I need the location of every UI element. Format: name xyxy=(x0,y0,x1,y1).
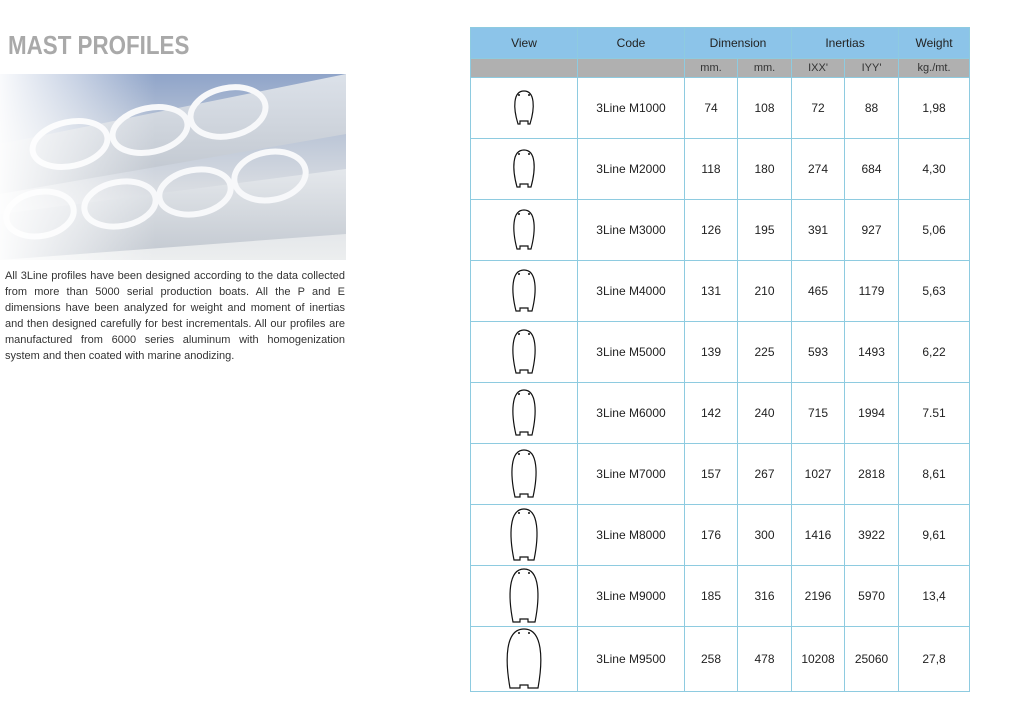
view-cell xyxy=(471,444,578,505)
unit-dimension-2: mm. xyxy=(738,59,792,78)
unit-iyy: IYY' xyxy=(845,59,899,78)
dimension-2-cell: 300 xyxy=(738,505,792,566)
mast-profile-section-icon xyxy=(512,89,536,127)
dimension-1-cell: 74 xyxy=(685,78,738,139)
unit-dimension-1: mm. xyxy=(685,59,738,78)
weight-cell: 9,61 xyxy=(899,505,970,566)
mast-profile-section-icon xyxy=(507,567,541,625)
mast-profile-section-icon xyxy=(510,268,538,314)
iyy-cell: 1994 xyxy=(845,383,899,444)
ixx-cell: 10208 xyxy=(792,627,845,692)
ixx-cell: 274 xyxy=(792,139,845,200)
description-text: All 3Line profiles have been designed according to the data collected from more than 5000 serial production boats. All the P and E dimensions have been analyzed for weight and moment of inertias and then designed carefully for best incrementals. All our profiles are manufactured from 6000 series aluminum with homogenization system and then coated with marine anodizing. xyxy=(5,270,345,362)
weight-cell: 4,30 xyxy=(899,139,970,200)
table-row xyxy=(471,261,970,322)
view-cell xyxy=(471,505,578,566)
header-inertias: Inertias xyxy=(792,28,899,59)
ixx-cell: 465 xyxy=(792,261,845,322)
view-cell xyxy=(471,383,578,444)
unit-ixx: IXX' xyxy=(792,59,845,78)
view-cell xyxy=(471,200,578,261)
dimension-2-cell: 316 xyxy=(738,566,792,627)
weight-cell: 13,4 xyxy=(899,566,970,627)
table-row xyxy=(471,322,970,383)
dimension-2-cell: 180 xyxy=(738,139,792,200)
mast-profile-section-icon xyxy=(510,388,538,438)
ixx-cell: 2196 xyxy=(792,566,845,627)
dimension-2-cell: 210 xyxy=(738,261,792,322)
mast-profile-section-icon xyxy=(511,148,537,190)
table-row xyxy=(471,627,970,692)
dimension-2-cell: 225 xyxy=(738,322,792,383)
weight-cell: 5,63 xyxy=(899,261,970,322)
unit-code xyxy=(578,59,685,78)
table-row xyxy=(471,383,970,444)
code-cell: 3Line M4000 xyxy=(578,261,685,322)
mast-profile-section-icon xyxy=(508,507,540,563)
ixx-cell: 391 xyxy=(792,200,845,261)
code-cell: 3Line M7000 xyxy=(578,444,685,505)
iyy-cell: 1493 xyxy=(845,322,899,383)
iyy-cell: 5970 xyxy=(845,566,899,627)
table-row xyxy=(471,505,970,566)
code-cell: 3Line M5000 xyxy=(578,322,685,383)
header-view: View xyxy=(471,28,578,59)
view-cell xyxy=(471,627,578,692)
code-cell: 3Line M9000 xyxy=(578,566,685,627)
mast-profile-section-icon xyxy=(504,627,544,691)
weight-cell: 8,61 xyxy=(899,444,970,505)
table-row xyxy=(471,444,970,505)
iyy-cell: 1179 xyxy=(845,261,899,322)
view-cell xyxy=(471,261,578,322)
ixx-cell: 1027 xyxy=(792,444,845,505)
mast-profiles-table xyxy=(470,27,970,692)
code-cell: 3Line M9500 xyxy=(578,627,685,692)
code-cell: 3Line M2000 xyxy=(578,139,685,200)
dimension-1-cell: 157 xyxy=(685,444,738,505)
dimension-1-cell: 118 xyxy=(685,139,738,200)
mast-profiles-photo xyxy=(0,74,346,260)
code-cell: 3Line M8000 xyxy=(578,505,685,566)
ixx-cell: 593 xyxy=(792,322,845,383)
header-dimension: Dimension xyxy=(685,28,792,59)
code-cell: 3Line M3000 xyxy=(578,200,685,261)
iyy-cell: 3922 xyxy=(845,505,899,566)
unit-weight: kg./mt. xyxy=(899,59,970,78)
code-cell: 3Line M1000 xyxy=(578,78,685,139)
dimension-1-cell: 258 xyxy=(685,627,738,692)
iyy-cell: 927 xyxy=(845,200,899,261)
dimension-2-cell: 108 xyxy=(738,78,792,139)
weight-cell: 7.51 xyxy=(899,383,970,444)
mast-profile-section-icon xyxy=(511,208,537,252)
dimension-1-cell: 126 xyxy=(685,200,738,261)
view-cell xyxy=(471,78,578,139)
dimension-2-cell: 195 xyxy=(738,200,792,261)
dimension-1-cell: 185 xyxy=(685,566,738,627)
table-row xyxy=(471,200,970,261)
code-cell: 3Line M6000 xyxy=(578,383,685,444)
table-row xyxy=(471,78,970,139)
weight-cell: 5,06 xyxy=(899,200,970,261)
table-row xyxy=(471,566,970,627)
dimension-2-cell: 267 xyxy=(738,444,792,505)
iyy-cell: 684 xyxy=(845,139,899,200)
header-code: Code xyxy=(578,28,685,59)
view-cell xyxy=(471,566,578,627)
weight-cell: 1,98 xyxy=(899,78,970,139)
table-row xyxy=(471,139,970,200)
mast-profile-section-icon xyxy=(510,328,538,376)
ixx-cell: 1416 xyxy=(792,505,845,566)
dimension-2-cell: 240 xyxy=(738,383,792,444)
unit-view xyxy=(471,59,578,78)
dimension-1-cell: 131 xyxy=(685,261,738,322)
iyy-cell: 88 xyxy=(845,78,899,139)
ixx-cell: 72 xyxy=(792,78,845,139)
dimension-1-cell: 139 xyxy=(685,322,738,383)
iyy-cell: 25060 xyxy=(845,627,899,692)
dimension-2-cell: 478 xyxy=(738,627,792,692)
view-cell xyxy=(471,139,578,200)
mast-profile-section-icon xyxy=(509,448,539,500)
view-cell xyxy=(471,322,578,383)
header-weight: Weight xyxy=(899,28,970,59)
dimension-1-cell: 142 xyxy=(685,383,738,444)
page-title: MAST PROFILES xyxy=(8,30,190,60)
iyy-cell: 2818 xyxy=(845,444,899,505)
ixx-cell: 715 xyxy=(792,383,845,444)
dimension-1-cell: 176 xyxy=(685,505,738,566)
weight-cell: 27,8 xyxy=(899,627,970,692)
weight-cell: 6,22 xyxy=(899,322,970,383)
